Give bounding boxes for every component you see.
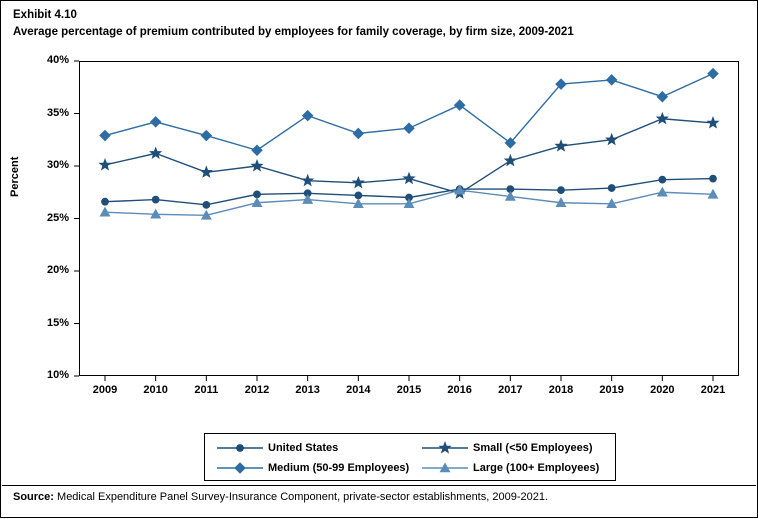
data-point-circle bbox=[659, 176, 666, 183]
data-point-star bbox=[555, 140, 566, 150]
page-title: Average percentage of premium contributed by employees for family coverage, by firm size, 2009-2021 bbox=[13, 26, 574, 38]
data-point-circle bbox=[254, 191, 261, 198]
y-tick-label: 25% bbox=[46, 211, 69, 224]
source-text: Medical Expenditure Panel Survey-Insurance Component, private-sector establishments, 2009-2021. bbox=[53, 491, 549, 503]
data-point-circle bbox=[608, 185, 615, 192]
exhibit-number: Exhibit 4.10 bbox=[13, 9, 77, 21]
x-tick-label: 2015 bbox=[396, 384, 422, 396]
data-point-star bbox=[353, 177, 364, 187]
y-axis-label: Percent bbox=[9, 156, 21, 197]
data-point-diamond bbox=[150, 117, 160, 127]
x-tick-label: 2020 bbox=[650, 384, 675, 396]
data-point-circle bbox=[152, 196, 159, 203]
x-tick-label: 2016 bbox=[447, 384, 472, 396]
data-point-star bbox=[302, 175, 313, 185]
y-tick-label: 10% bbox=[46, 369, 69, 381]
data-point-circle bbox=[355, 192, 362, 199]
legend-label-small: Small (<50 Employees) bbox=[473, 442, 593, 454]
data-point-diamond bbox=[252, 145, 262, 155]
x-tick-label: 2014 bbox=[346, 384, 371, 396]
data-point-circle bbox=[237, 445, 244, 452]
x-tick-label: 2010 bbox=[143, 384, 168, 396]
series-3 bbox=[100, 68, 718, 155]
x-tick-label: 2013 bbox=[295, 384, 320, 396]
data-point-diamond bbox=[454, 100, 464, 110]
data-point-diamond bbox=[708, 68, 718, 78]
source-label: Source: bbox=[13, 491, 54, 503]
data-point-star bbox=[707, 117, 718, 127]
series-line bbox=[105, 74, 713, 151]
y-tick-label: 15% bbox=[46, 316, 69, 329]
data-point-circle bbox=[102, 198, 109, 205]
data-point-diamond bbox=[302, 110, 312, 120]
source-note bbox=[13, 491, 548, 503]
data-point-diamond bbox=[353, 128, 363, 138]
data-point-diamond bbox=[404, 123, 414, 133]
legend-label-medium: Medium (50-99 Employees) bbox=[268, 462, 410, 474]
data-point-star bbox=[657, 113, 668, 123]
data-point-star bbox=[150, 148, 161, 158]
data-point-circle bbox=[558, 187, 565, 194]
data-point-star bbox=[201, 167, 212, 177]
data-point-star bbox=[439, 442, 450, 452]
data-point-circle bbox=[203, 201, 210, 208]
y-tick-label: 30% bbox=[46, 159, 69, 171]
x-tick-label: 2021 bbox=[700, 384, 726, 396]
x-tick-label: 2019 bbox=[599, 384, 624, 396]
x-tick-label: 2017 bbox=[498, 384, 523, 396]
series-4 bbox=[100, 185, 718, 219]
y-tick-label: 35% bbox=[46, 106, 69, 119]
data-point-diamond bbox=[606, 75, 616, 85]
x-tick-label: 2012 bbox=[244, 384, 270, 396]
y-tick-label: 40% bbox=[46, 54, 69, 66]
data-point-star bbox=[251, 160, 262, 170]
legend-label-large: Large (100+ Employees) bbox=[473, 462, 600, 474]
axis-ticks bbox=[74, 61, 713, 381]
data-point-diamond bbox=[201, 130, 211, 140]
data-point-diamond bbox=[100, 130, 110, 140]
data-point-diamond bbox=[235, 463, 245, 473]
x-tick-label: 2011 bbox=[194, 384, 219, 396]
data-point-circle bbox=[710, 175, 717, 182]
data-point-star bbox=[403, 173, 414, 183]
legend-label-united-states: United States bbox=[268, 442, 339, 454]
series-layer bbox=[99, 68, 718, 219]
data-point-diamond bbox=[657, 92, 667, 102]
source-divider bbox=[2, 485, 756, 486]
y-tick-label: 20% bbox=[46, 264, 69, 276]
x-tick-label: 2018 bbox=[548, 384, 574, 396]
x-tick-label: 2009 bbox=[92, 384, 118, 396]
data-point-star bbox=[99, 159, 110, 169]
data-point-star bbox=[606, 134, 617, 144]
legend bbox=[204, 433, 616, 481]
